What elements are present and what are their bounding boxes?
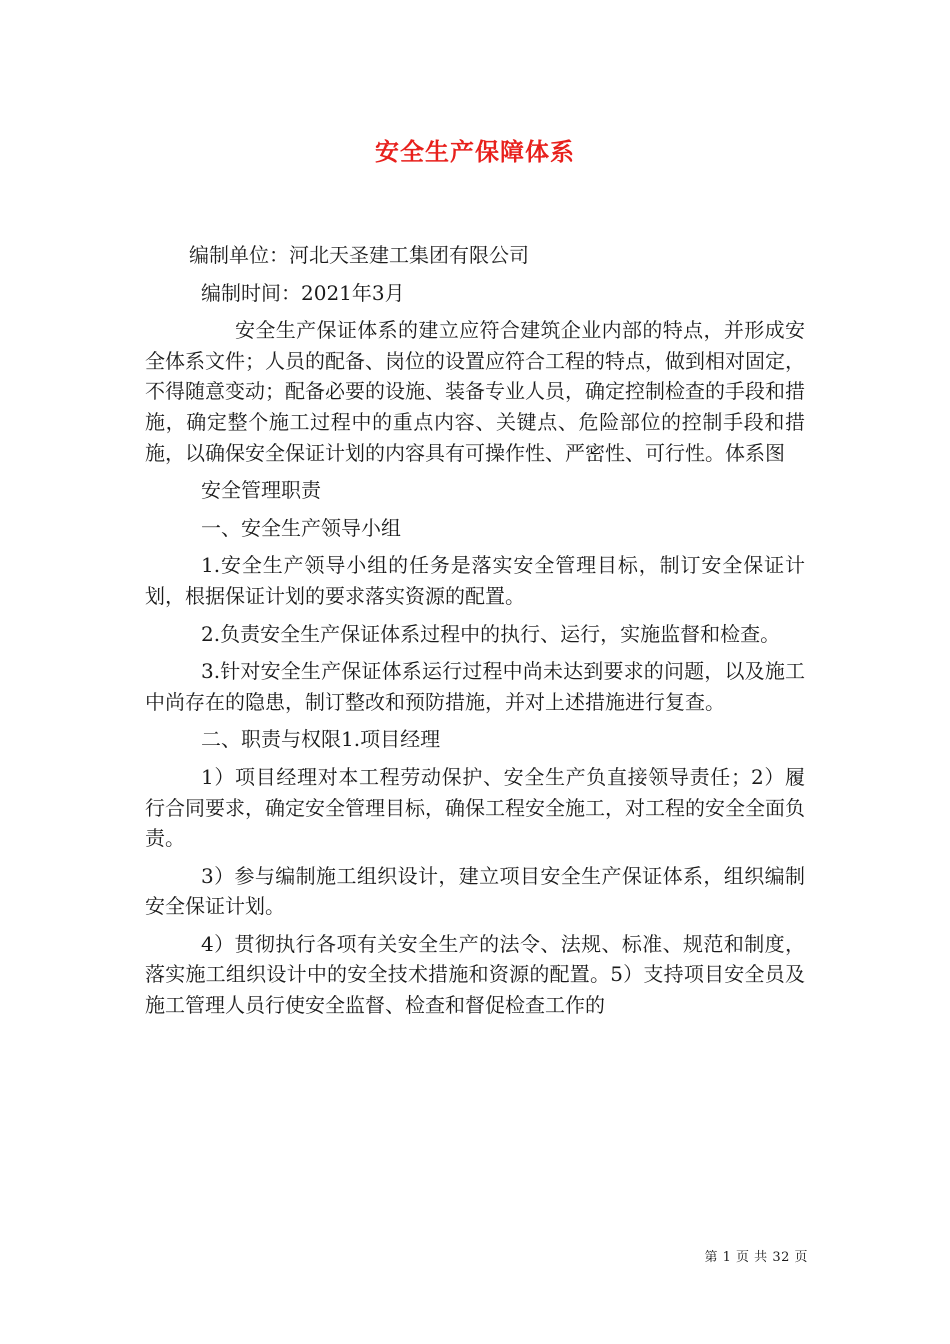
section-heading-leadership-group: 一、安全生产领导小组 [201,515,401,540]
section-heading-responsibilities: 二、职责与权限1.项目经理 [201,727,441,752]
paragraph-pm-1-2: 1）项目经理对本工程劳动保护、安全生产负直接领导责任；2）履行合同要求，确定安全管理目标，确保工程安全施工，对工程的安全全面负责。 [145,764,805,851]
section-heading-management-duties: 安全管理职责 [201,478,321,503]
intro-paragraph: 安全生产保证体系的建立应符合建筑企业内部的特点，并形成安全体系文件；人员的配备、岗位的设置应符合工程的特点，做到相对固定，不得随意变动；配备必要的设施、装备专业人员，确定控制检查的手段和措施，确定整个施工过程中的重点内容、关键点、危险部位的控制手段和措施，以确保安全保证计划的内容具有可操作性、严密性、可行性。体系图 [145,318,805,465]
paragraph-item-2: 2.负责安全生产保证体系过程中的执行、运行，实施监督和检查。 [201,621,781,646]
paragraph-item-3: 3.针对安全生产保证体系运行过程中尚未达到要求的问题，以及施工中尚存在的隐患，制订整改和预防措施，并对上述措施进行复查。 [145,659,805,714]
compiling-unit: 编制单位：河北天圣建工集团有限公司 [189,243,529,267]
document-title: 安全生产保障体系 [375,137,575,166]
paragraph-pm-3: 3）参与编制施工组织设计，建立项目安全生产保证体系，组织编制安全保证计划。 [145,863,805,919]
paragraph-pm-4-5: 4）贯彻执行各项有关安全生产的法令、法规、标准、规范和制度，落实施工组织设计中的安全技术措施和资源的配置。5）支持项目安全员及施工管理人员行使安全监督、检查和督促检查工作的 [145,931,805,1018]
document-body [145,240,805,1028]
page-number: 第 1 页 共 32 页 [704,1250,808,1265]
compiling-date: 编制时间：2021年3月 [201,280,405,305]
paragraph-item-1: 1.安全生产领导小组的任务是落实安全管理目标，制订安全保证计划，根据保证计划的要求落实资源的配置。 [145,553,805,608]
